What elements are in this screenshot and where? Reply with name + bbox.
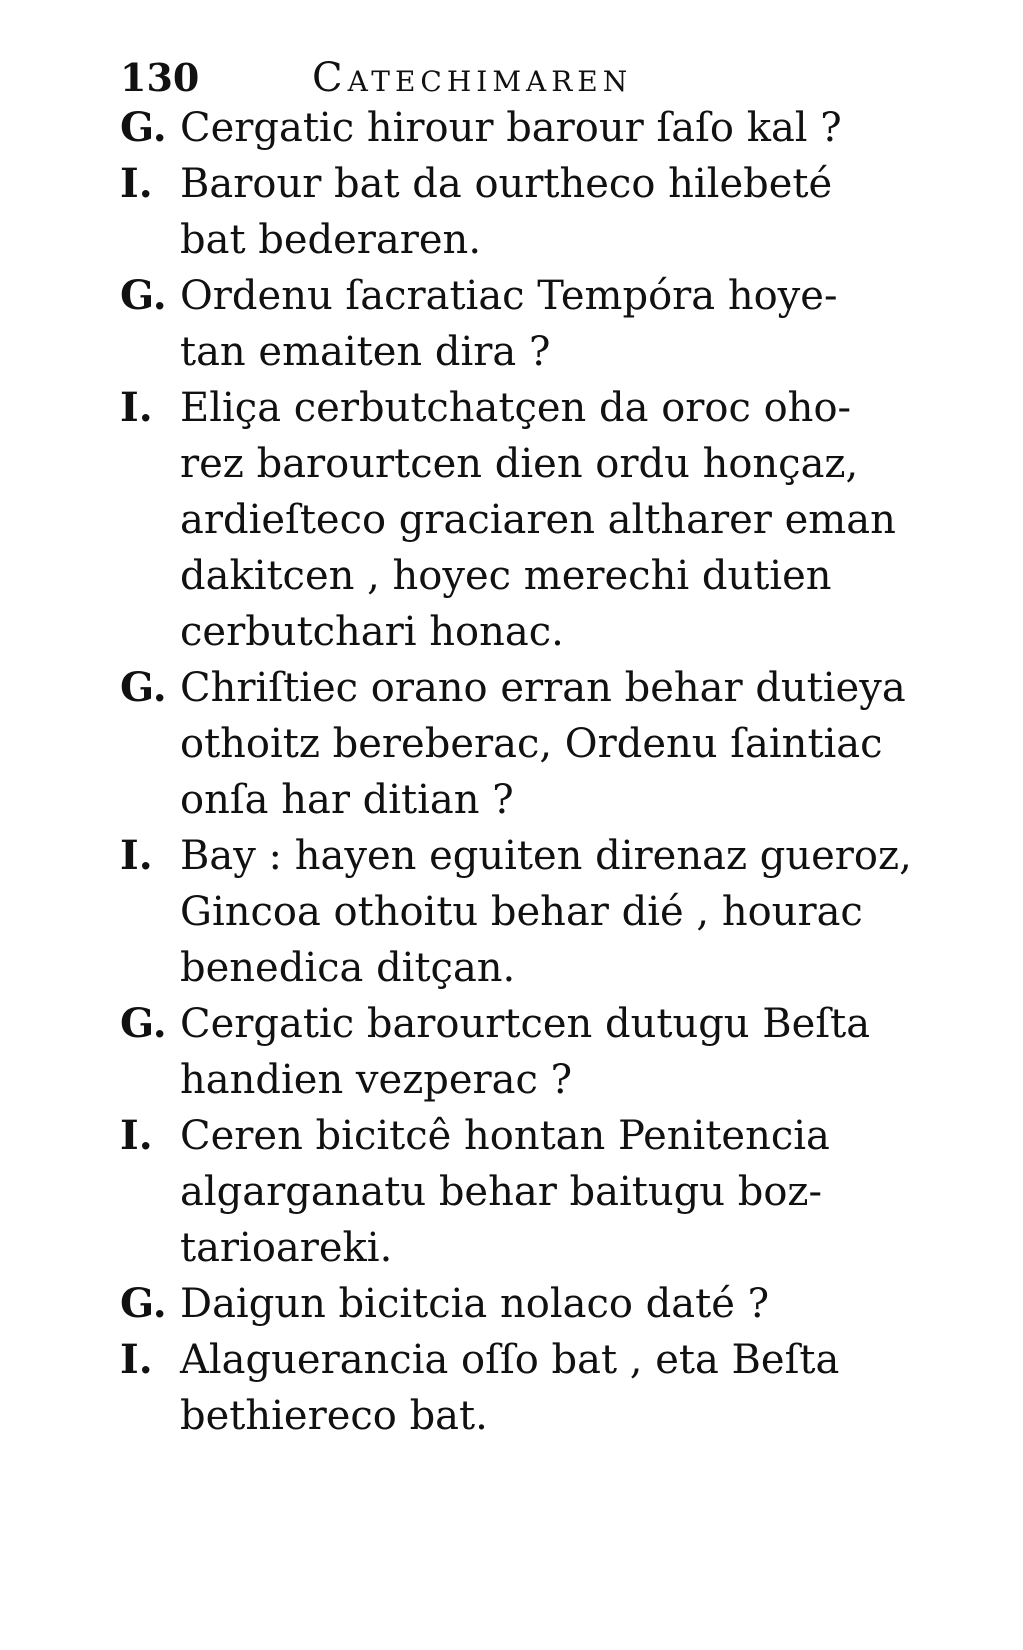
text-line: Eliça cerbutchatçen da oroc oho- xyxy=(180,385,852,431)
page-header xyxy=(120,48,920,108)
dialogue-entry xyxy=(120,380,920,660)
dialogue-entry xyxy=(120,660,920,828)
text-line: cerbutchari honac. xyxy=(180,609,564,655)
text-line: othoitz bereberac, Ordenu ſaintiac xyxy=(180,721,883,767)
speaker-label: G. xyxy=(120,104,167,151)
dialogue-entry xyxy=(120,1332,920,1444)
text-line: Cergatic hirour barour ſaſo kal ? xyxy=(180,105,842,151)
text-line: onſa har ditian ? xyxy=(180,777,514,823)
dialogue-entry xyxy=(120,1276,920,1332)
speaker-label: I. xyxy=(120,1336,153,1383)
text-line: handien vezperac ? xyxy=(180,1057,573,1103)
text-line: Bay : hayen eguiten direnaz gueroz, xyxy=(180,833,912,879)
dialogue-entry xyxy=(120,1108,920,1276)
text-line: Cergatic barourtcen dutugu Beſta xyxy=(180,1001,871,1047)
text-line: algarganatu behar baitugu boz- xyxy=(180,1169,822,1215)
text-line: Ceren bicitcê hontan Penitencia xyxy=(180,1113,830,1159)
text-line: Barour bat da ourtheco hilebeté xyxy=(180,161,833,207)
page-number: 130 xyxy=(120,55,200,100)
text-line: dakitcen , hoyec merechi dutien xyxy=(180,553,832,599)
speaker-label: I. xyxy=(120,1112,153,1159)
text-line: Chriſtiec orano erran behar dutieya xyxy=(180,665,906,711)
speaker-label: I. xyxy=(120,384,153,431)
speaker-label: G. xyxy=(120,1280,167,1327)
speaker-label: I. xyxy=(120,832,153,879)
text-line: rez barourtcen dien ordu honçaz, xyxy=(180,441,859,487)
catechism-text xyxy=(120,100,920,1444)
dialogue-entry xyxy=(120,828,920,996)
text-line: ardieſteco graciaren altharer eman xyxy=(180,497,896,543)
speaker-label: G. xyxy=(120,664,167,711)
running-head: Catechimaren xyxy=(312,55,633,101)
speaker-label: I. xyxy=(120,160,153,207)
text-line: bat bederaren. xyxy=(180,217,482,263)
dialogue-entry xyxy=(120,268,920,380)
text-line: Daigun bicitcia nolaco daté ? xyxy=(180,1281,770,1327)
text-line: Ordenu ſacratiac Tempóra hoye- xyxy=(180,273,838,319)
text-line: benedica ditçan. xyxy=(180,945,516,991)
dialogue-entry xyxy=(120,100,920,156)
dialogue-entry xyxy=(120,156,920,268)
speaker-label: G. xyxy=(120,272,167,319)
text-line: Gincoa othoitu behar dié , hourac xyxy=(180,889,863,935)
text-line: Alaguerancia oſſo bat , eta Beſta xyxy=(180,1337,840,1383)
text-line: tan emaiten dira ? xyxy=(180,329,551,375)
dialogue-entry xyxy=(120,996,920,1108)
speaker-label: G. xyxy=(120,1000,167,1047)
text-line: tarioareki. xyxy=(180,1225,393,1271)
text-line: bethiereco bat. xyxy=(180,1393,488,1439)
